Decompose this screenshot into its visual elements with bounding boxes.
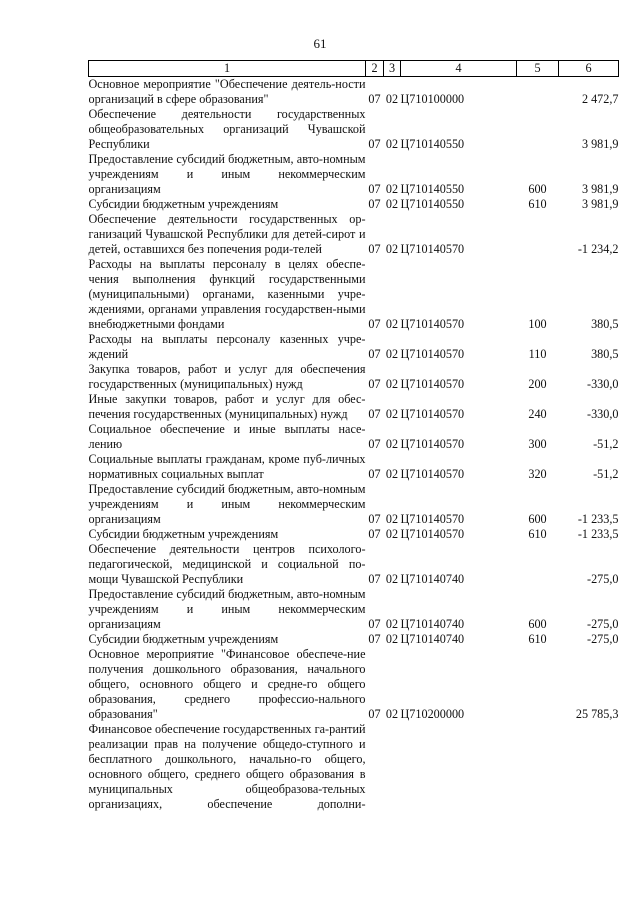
row-amount: -330,0 bbox=[587, 377, 619, 391]
row-subsection: 02 bbox=[385, 182, 399, 196]
table-body bbox=[89, 77, 619, 813]
row-amount: -51,2 bbox=[593, 467, 619, 481]
row-expense-type: 610 bbox=[528, 527, 547, 541]
row-amount: 380,5 bbox=[591, 317, 619, 331]
row-section: 07 bbox=[368, 707, 381, 721]
row-amount: -275,0 bbox=[587, 572, 619, 586]
row-target-article: Ц710140570 bbox=[400, 317, 465, 331]
row-target-article: Ц710140740 bbox=[400, 617, 465, 631]
row-target-article: Ц710140570 bbox=[400, 347, 465, 361]
row-target-article: Ц710140570 bbox=[400, 437, 465, 451]
row-subsection: 02 bbox=[385, 632, 399, 646]
row-subsection: 02 bbox=[385, 527, 399, 541]
row-expense-type: 100 bbox=[528, 317, 547, 331]
row-target-article: Ц710140550 bbox=[400, 182, 465, 196]
row-amount: -1 233,5 bbox=[577, 512, 619, 526]
row-amount: 3 981,9 bbox=[581, 137, 619, 151]
row-target-article bbox=[401, 722, 517, 812]
row-expense-type: 320 bbox=[528, 467, 547, 481]
row-amount: 380,5 bbox=[591, 347, 619, 361]
table-header bbox=[89, 61, 619, 77]
row-target-article: Ц710140570 bbox=[400, 407, 465, 421]
table-row bbox=[89, 422, 619, 452]
row-expense-type bbox=[517, 542, 559, 587]
row-amount: 3 981,9 bbox=[581, 197, 619, 211]
row-section: 07 bbox=[368, 317, 381, 331]
table-row bbox=[89, 107, 619, 152]
table-row bbox=[89, 392, 619, 422]
page-number: 61 bbox=[313, 36, 327, 51]
table-row bbox=[89, 632, 619, 647]
row-expense-type bbox=[517, 107, 559, 152]
row-name: Обеспечение деятельности государственных общеобразовательных организаций Чувашской Республики bbox=[88, 107, 366, 151]
row-target-article: Ц710140550 bbox=[400, 197, 465, 211]
table-row bbox=[89, 332, 619, 362]
row-name: Субсидии бюджетным учреждениям bbox=[88, 197, 279, 211]
row-subsection: 02 bbox=[385, 197, 399, 211]
row-section: 07 bbox=[368, 512, 381, 526]
row-subsection: 02 bbox=[385, 572, 399, 586]
row-amount: -275,0 bbox=[587, 632, 619, 646]
row-subsection: 02 bbox=[385, 407, 399, 421]
row-subsection: 02 bbox=[385, 617, 399, 631]
row-target-article: Ц710140570 bbox=[400, 467, 465, 481]
row-expense-type: 300 bbox=[528, 437, 547, 451]
row-section: 07 bbox=[368, 377, 381, 391]
row-subsection: 02 bbox=[385, 137, 399, 151]
row-target-article: Ц710140570 bbox=[400, 527, 465, 541]
row-subsection: 02 bbox=[385, 437, 399, 451]
row-name: Обеспечение деятельности государственных ор-ганизаций Чувашской Республики для детей-сирот и детей, оставшихся без попечения роди-телей bbox=[88, 212, 366, 256]
budget-table bbox=[88, 60, 619, 812]
header-col-4: 4 bbox=[401, 61, 517, 77]
row-expense-type bbox=[517, 212, 559, 257]
row-section: 07 bbox=[368, 527, 381, 541]
row-target-article: Ц710140550 bbox=[400, 137, 465, 151]
row-subsection: 02 bbox=[385, 512, 399, 526]
table-row bbox=[89, 452, 619, 482]
row-name: Предоставление субсидий бюджетным, авто-номным учреждениям и иным некоммерческим организациям bbox=[88, 152, 366, 196]
header-col-5: 5 bbox=[517, 61, 559, 77]
row-name: Обеспечение деятельности центров психолого-педагогической, медицинской и социальной по-мощи Чувашской Республики bbox=[88, 542, 366, 586]
row-section: 07 bbox=[368, 137, 381, 151]
row-expense-type bbox=[517, 647, 559, 722]
row-section: 07 bbox=[368, 617, 381, 631]
table-row bbox=[89, 212, 619, 257]
row-expense-type bbox=[517, 77, 559, 108]
row-name: Предоставление субсидий бюджетным, авто-номным учреждениям и иным некоммерческим организациям bbox=[88, 587, 366, 631]
row-target-article: Ц710140570 bbox=[400, 377, 465, 391]
row-expense-type bbox=[517, 722, 559, 812]
header-col-6: 6 bbox=[559, 61, 619, 77]
table-row bbox=[89, 542, 619, 587]
row-name: Финансовое обеспечение государственных га-рантий реализации прав на получение общедо-ступного и бесплатного дошкольного, начально-го общего, основного общего, среднего общего образования в муниципальных общеобразова-тельных организациях, обеспечение дополни- bbox=[88, 722, 366, 811]
row-amount: 25 785,3 bbox=[575, 707, 619, 721]
row-subsection: 02 bbox=[385, 347, 399, 361]
table-row bbox=[89, 362, 619, 392]
row-amount: -1 234,2 bbox=[577, 242, 619, 256]
row-name: Основное мероприятие "Обеспечение деятель-ности организаций в сфере образования" bbox=[88, 77, 366, 106]
row-name: Расходы на выплаты персоналу в целях обеспе-чения выполнения функций государственными (муниципальными) органами, казенными учре-ждениями, органами управления государствен-ными внебюджетными фондами bbox=[88, 257, 366, 331]
row-target-article: Ц710140740 bbox=[400, 632, 465, 646]
table-row bbox=[89, 257, 619, 332]
row-amount bbox=[559, 722, 619, 812]
row-section: 07 bbox=[368, 197, 381, 211]
row-name: Предоставление субсидий бюджетным, авто-номным учреждениям и иным некоммерческим организациям bbox=[88, 482, 366, 526]
row-target-article: Ц710100000 bbox=[400, 92, 465, 106]
row-section: 07 bbox=[368, 437, 381, 451]
header-row bbox=[89, 61, 619, 77]
row-section: 07 bbox=[368, 467, 381, 481]
row-section: 07 bbox=[368, 182, 381, 196]
table-row bbox=[89, 482, 619, 527]
row-section: 07 bbox=[368, 242, 381, 256]
row-subsection: 02 bbox=[385, 92, 399, 106]
row-name: Иные закупки товаров, работ и услуг для обес-печения государственных (муниципальных) нужд bbox=[88, 392, 366, 421]
row-expense-type: 610 bbox=[528, 632, 547, 646]
header-col-2: 2 bbox=[366, 61, 384, 77]
row-target-article: Ц710140570 bbox=[400, 242, 465, 256]
row-section: 07 bbox=[368, 407, 381, 421]
table-row bbox=[89, 152, 619, 197]
row-expense-type: 240 bbox=[528, 407, 547, 421]
row-name: Расходы на выплаты персоналу казенных учре-ждений bbox=[88, 332, 366, 361]
row-section bbox=[366, 722, 384, 812]
row-section: 07 bbox=[368, 92, 381, 106]
table-row bbox=[89, 722, 619, 812]
row-amount: -51,2 bbox=[593, 437, 619, 451]
row-name: Основное мероприятие "Финансовое обеспече-ние получения дошкольного образования, начального общего, основного общего и средне-го общего образования, среднего профессио-нального образования" bbox=[88, 647, 366, 721]
row-target-article: Ц710200000 bbox=[400, 707, 465, 721]
row-subsection: 02 bbox=[385, 467, 399, 481]
row-amount: 3 981,9 bbox=[581, 182, 619, 196]
row-expense-type: 110 bbox=[528, 347, 547, 361]
row-section: 07 bbox=[368, 632, 381, 646]
header-col-1: 1 bbox=[89, 61, 366, 77]
row-subsection: 02 bbox=[385, 707, 399, 721]
header-col-3: 3 bbox=[384, 61, 401, 77]
row-amount: 2 472,7 bbox=[581, 92, 619, 106]
row-amount: -330,0 bbox=[587, 407, 619, 421]
row-expense-type: 600 bbox=[528, 182, 547, 196]
row-section: 07 bbox=[368, 347, 381, 361]
row-section: 07 bbox=[368, 572, 381, 586]
row-name: Закупка товаров, работ и услуг для обеспечения государственных (муниципальных) нужд bbox=[88, 362, 366, 391]
row-name: Социальное обеспечение и иные выплаты насе-лению bbox=[88, 422, 366, 451]
row-expense-type: 600 bbox=[528, 512, 547, 526]
row-expense-type: 600 bbox=[528, 617, 547, 631]
row-target-article: Ц710140740 bbox=[400, 572, 465, 586]
row-amount: -1 233,5 bbox=[577, 527, 619, 541]
table-row bbox=[89, 197, 619, 212]
row-name: Субсидии бюджетным учреждениям bbox=[88, 632, 279, 646]
row-expense-type: 200 bbox=[528, 377, 547, 391]
row-target-article: Ц710140570 bbox=[400, 512, 465, 526]
row-expense-type: 610 bbox=[528, 197, 547, 211]
table-row bbox=[89, 647, 619, 722]
row-subsection: 02 bbox=[385, 377, 399, 391]
table-row bbox=[89, 527, 619, 542]
row-name: Социальные выплаты гражданам, кроме пуб-личных нормативных социальных выплат bbox=[88, 452, 366, 481]
table-row bbox=[89, 77, 619, 108]
row-name: Субсидии бюджетным учреждениям bbox=[88, 527, 279, 541]
row-amount: -275,0 bbox=[587, 617, 619, 631]
row-subsection: 02 bbox=[385, 317, 399, 331]
row-subsection bbox=[384, 722, 401, 812]
row-subsection: 02 bbox=[385, 242, 399, 256]
table-row bbox=[89, 587, 619, 632]
